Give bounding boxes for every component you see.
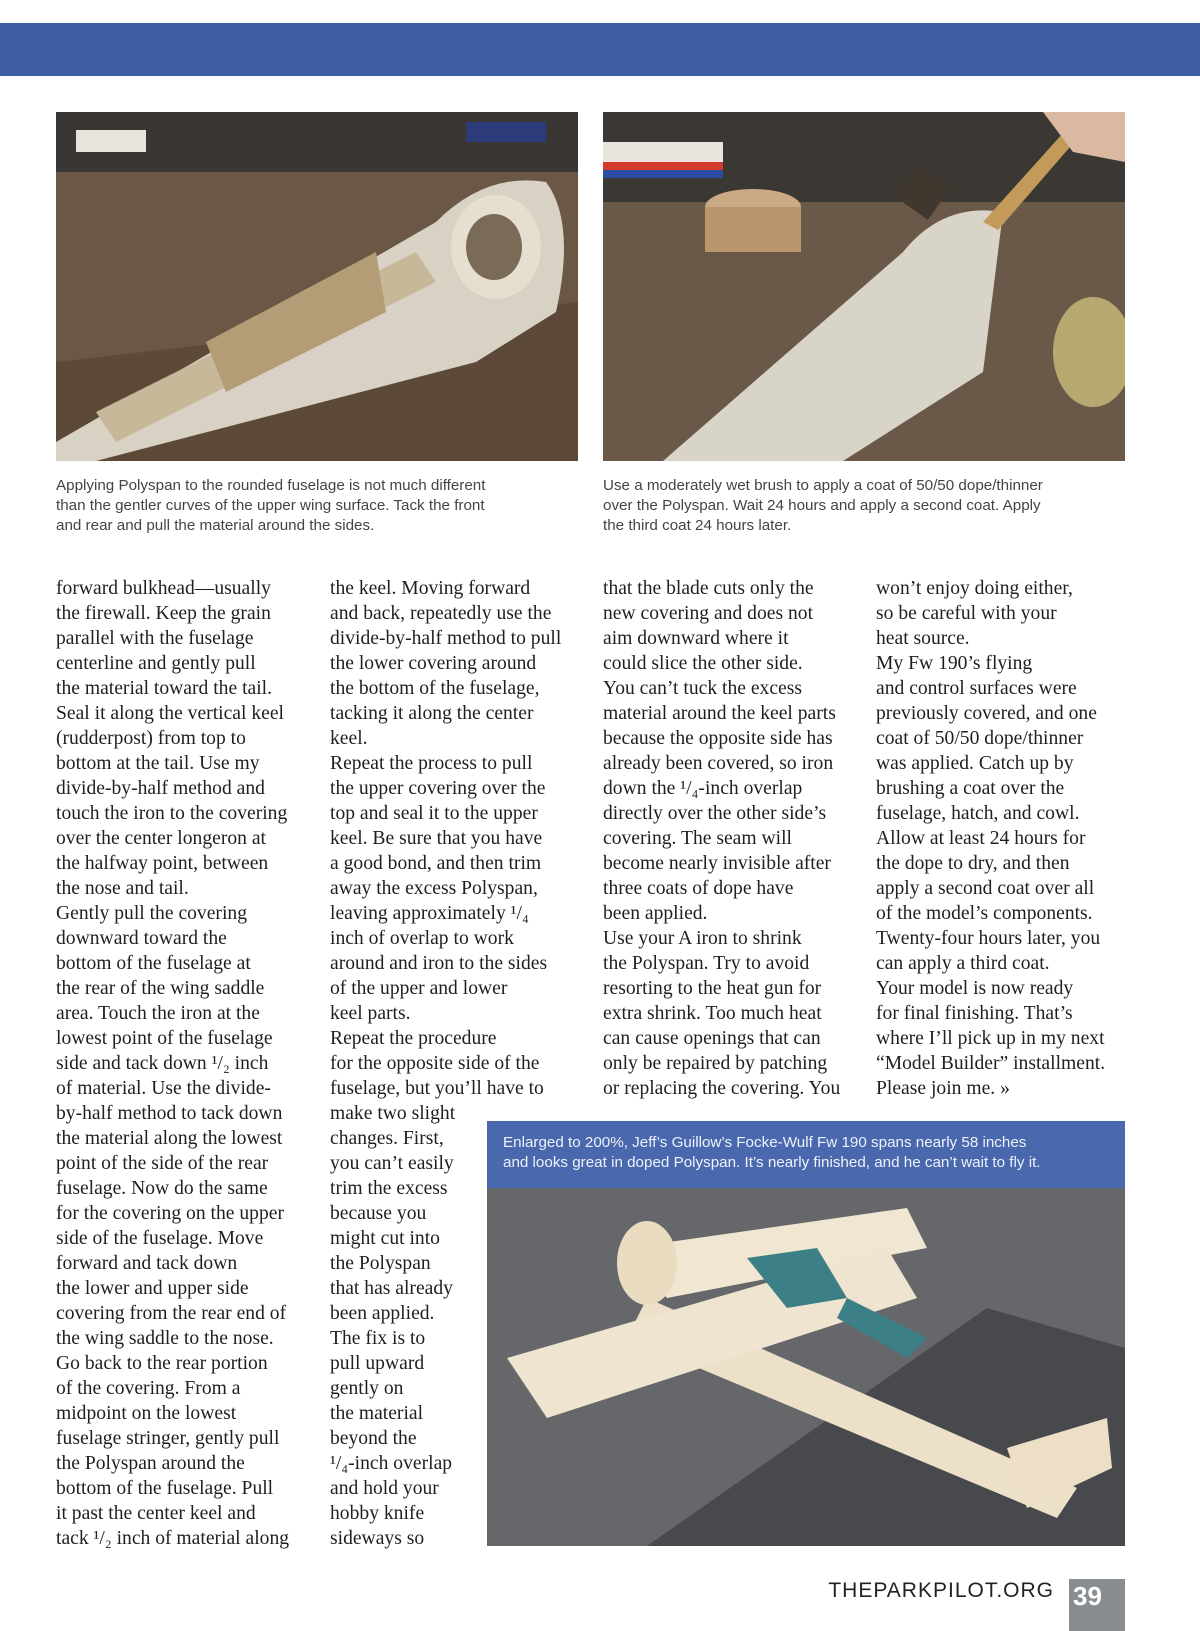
body-column-4: won’t enjoy doing either, so be careful with your heat source. My Fw 190’s flying and control surfaces were previously covered, and one coat of 50/50 dope/thinner was applied. Catch up by brushing a coat over the fuselage, hatch, and cowl. Allow at least 24 hours for the dope to dry, and then apply a second coat over all of the model’s components. Twenty-four hours later, you can apply a third coat. Your model is now ready for final finishing. That’s where I’ll pick up in my next “Model Builder” installment. Please join me. »: [876, 578, 1106, 1099]
header-color-band: [0, 23, 1200, 76]
photo2-caption: Use a moderately wet brush to apply a coat of 50/50 dope/thinner over the Polyspan. Wait 24 hours and apply a second coat. Apply the third coat 24 hours later.: [603, 477, 1043, 534]
body-column-2: the keel. Moving forward and back, repeatedly use the divide-by-half method to pull the lower covering around the bottom of the fuselage, tacking it along the center keel. Repeat the process to pull the upper covering over the top and seal it to the upper keel. Be sure that you have a good bond, and then trim away the excess Polyspan, leaving approximately ¹/₄ inch of overlap to work around and iron to the sides of the upper and lower keel parts. Repeat the procedure for the opposite side of the fuselage, but you’ll have to make two slight changes. First, you can’t easily trim the excess because you might cut into the Polyspan that has already been applied. The fix is to pull upward gently on the material beyond the ¹/₄-inch overlap and hold your hobby knife sideways so: [330, 578, 562, 1549]
page-number: 39: [1069, 1579, 1125, 1631]
site-url: THEPARKPILOT.ORG: [828, 1579, 1054, 1602]
fuselage-covering-photo: [56, 112, 578, 461]
photo1-caption: Applying Polyspan to the rounded fuselage is not much different than the gentler curves of the upper wing surface. Tack the front and rear and pull the material around the sides.: [56, 477, 486, 534]
body-column-3: that the blade cuts only the new covering and does not aim downward where it could slice the other side. You can’t tuck the excess material around the keel parts because the opposite side has already been covered, so iron down the ¹/₄-inch overlap directly over the other side’s covering. The seam will become nearly invisible after three coats of dope have been applied. Use your A iron to shrink the Polyspan. Try to avoid resorting to the heat gun for extra shrink. Too much heat can cause openings that can only be repaired by patching or replacing the covering. You: [603, 578, 841, 1099]
dope-brushing-photo: [603, 112, 1125, 461]
photo3-caption: Enlarged to 200%, Jeff’s Guillow’s Focke-Wulf Fw 190 spans nearly 58 inches and looks great in doped Polyspan. It’s nearly finished, and he can’t wait to fly it.: [487, 1121, 1125, 1188]
fw190-model-photo: [487, 1188, 1125, 1546]
body-column-1: forward bulkhead—usually the firewall. Keep the grain parallel with the fuselage centerline and gently pull the material toward the tail. Seal it along the vertical keel (rudderpost) from top to bottom at the tail. Use my divide-by-half method and touch the iron to the covering over the center longeron at the halfway point, between the nose and tail. Gently pull the covering downward toward the bottom of the fuselage at the rear of the wing saddle area. Touch the iron at the lowest point of the fuselage side and tack down ¹/₂ inch of material. Use the divide- by-half method to tack down the material along the lowest point of the side of the rear fuselage. Now do the same for the covering on the upper side of the fuselage. Move forward and tack down the lower and upper side covering from the rear end of the wing saddle to the nose. Go back to the rear portion of the covering. From a midpoint on the lowest fuselage stringer, gently pull the Polyspan around the bottom of the fuselage. Pull it past the center keel and tack ¹/₂ inch of material along: [56, 578, 290, 1549]
